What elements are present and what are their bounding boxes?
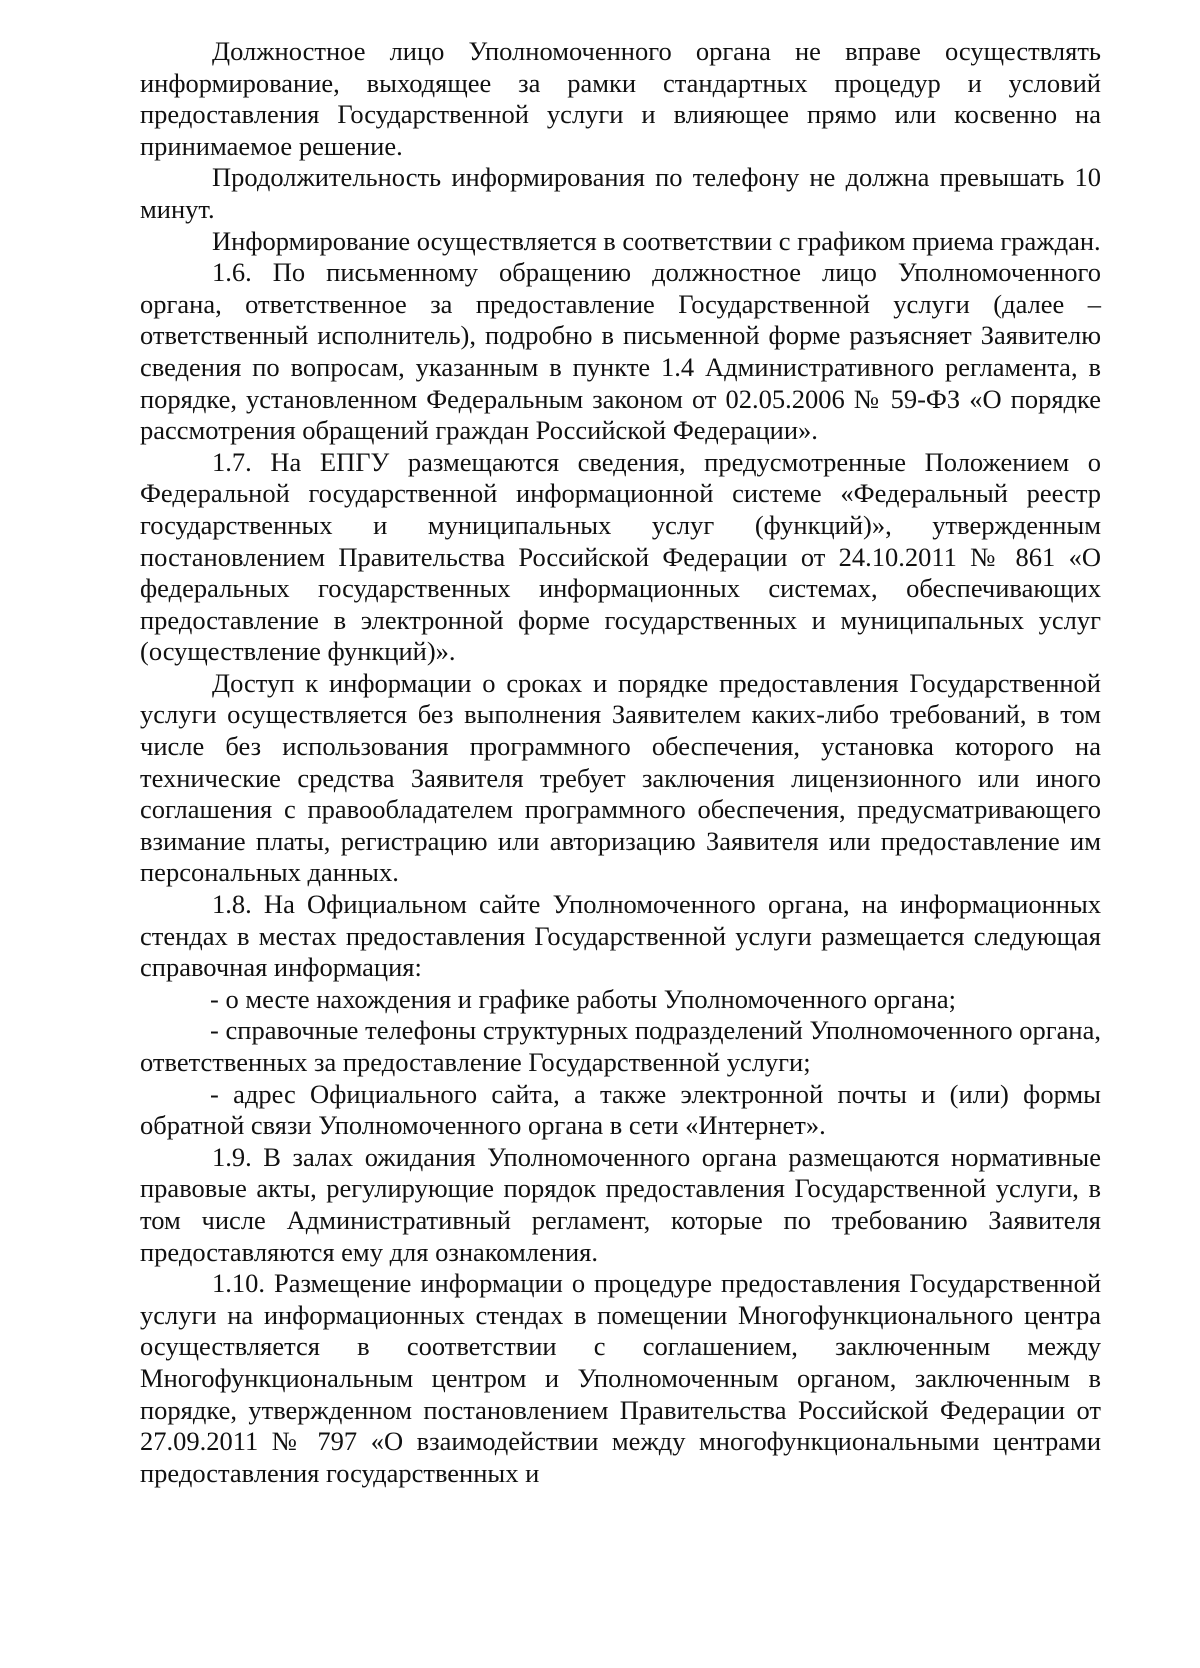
list-item-location: - о месте нахождения и графике работы Уполномоченного органа; (210, 983, 957, 1014)
list-item-website: - адрес Официального сайта, а также электронной почты и (или) формы обратной связи Уполномоченного органа в сети «Интернет». (140, 1078, 1101, 1141)
paragraph-phone-duration: Продолжительность информирования по телефону не должна превышать 10 минут. (140, 162, 1101, 224)
paragraph-1-6: 1.6. По письменному обращению должностное лицо Уполномоченного органа, ответственное за предоставление Государственной услуги (далее – ответственный исполнитель), подробно в письменной форме разъясняет Заявителю сведения по вопросам, указанным в пункте 1.4 Административного регламента, в порядке, установленном Федеральным законом от 02.05.2006 № 59-ФЗ «О порядке рассмотрения обращений граждан Российской Федерации». (140, 257, 1101, 446)
list-item-phones: - справочные телефоны структурных подразделений Уполномоченного органа, ответственных за предоставление Государственной услуги; (140, 1015, 1101, 1077)
paragraph-official-informing-limits: Должностное лицо Уполномоченного органа не вправе осуществлять информирование, выходящее за рамки стандартных процедур и условий предоставления Государственной услуги и влияющее прямо или косвенно на принимаемое решение. (140, 36, 1101, 161)
paragraph-1-10: 1.10. Размещение информации о процедуре предоставления Государственной услуги на информационных стендах в помещении Многофункционального центра осуществляется в соответствии с соглашением, заключенным между Многофункциональным центром и Уполномоченным органом, заключенным в порядке, утвержденном постановлением Правительства Российской Федерации от 27.09.2011 № 797 «О взаимодействии между многофункциональными центрами предоставления государственных и (140, 1268, 1101, 1488)
paragraph-informing-schedule: Информирование осуществляется в соответствии с графиком приема граждан. (212, 225, 1101, 256)
paragraph-1-8: 1.8. На Официальном сайте Уполномоченного органа, на информационных стендах в местах предоставления Государственной услуги размещается следующая справочная информация: (140, 889, 1101, 983)
paragraph-1-9: 1.9. В залах ожидания Уполномоченного органа размещаются нормативные правовые акты, регулирующие порядок предоставления Государственной услуги, в том числе Административный регламент, которые по требованию Заявителя предоставляются ему для ознакомления. (140, 1141, 1101, 1267)
paragraph-1-7: 1.7. На ЕПГУ размещаются сведения, предусмотренные Положением о Федеральной государственной информационной системе «Федеральный реестр государственных и муниципальных услуг (функций)», утвержденным постановлением Правительства Российской Федерации от 24.10.2011 № 861 «О федеральных государственных информационных системах, обеспечивающих предоставление в электронной форме государственных и муниципальных услуг (осуществление функций)». (140, 446, 1101, 667)
paragraph-access-info: Доступ к информации о сроках и порядке предоставления Государственной услуги осуществляется без выполнения Заявителем каких-либо требований, в том числе без использования программного обеспечения, установка которого на технические средства Заявителя требует заключения лицензионного или иного соглашения с правообладателем программного обеспечения, предусматривающего взимание платы, регистрацию или авторизацию Заявителя или предоставление им персональных данных. (140, 667, 1101, 888)
